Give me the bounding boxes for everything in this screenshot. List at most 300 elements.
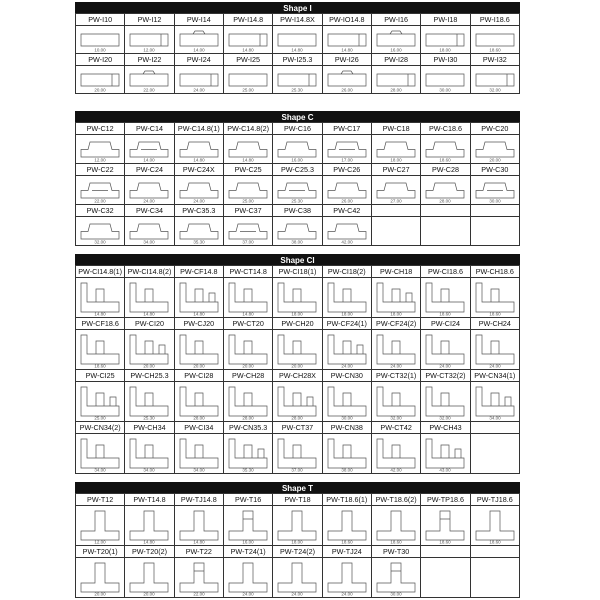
profile-code: PW-T18 [273,494,322,506]
profile-dimension: 18.00 [390,157,402,162]
profile-code: PW-I25.3 [273,54,322,66]
profile-dimension: 24.00 [489,363,501,368]
profile-code: PW-CT20 [223,318,272,330]
profile-cell [223,434,272,474]
profile-drawing [325,27,369,53]
empty-cell [470,434,519,474]
profile-cell [273,434,322,474]
profile-dimension: 37.00 [291,467,304,472]
profile-outline [476,511,514,540]
profile-dimension: 16.00 [390,47,402,52]
profile-code: PW-I24 [174,54,223,66]
profile-outline [278,183,316,198]
profile-code: PW-I30 [421,54,470,66]
profile-dimension: 18.60 [390,539,402,544]
profile-dimension: 20.00 [143,363,156,368]
profile-outline [81,439,119,468]
profile-drawing [78,559,122,597]
profile-cell [223,278,272,318]
profile-code: PW-CT37 [273,422,322,434]
profile-dimension: 22.00 [94,198,106,203]
profile-cell [371,382,420,422]
profile-drawing [423,383,467,421]
profile-drawing [127,177,171,204]
profile-code: PW-T18.6(2) [371,494,420,506]
profile-code: PW-I16 [371,14,420,26]
profile-code: PW-CH20 [273,318,322,330]
profile-cell [371,558,420,598]
profile-code: PW-CI25 [76,370,125,382]
profile-outline [180,511,218,540]
profile-cell [371,176,420,205]
label-row [76,318,520,330]
profile-cell [273,382,322,422]
profile-dimension: 20.00 [193,363,205,368]
empty-cell [371,217,420,246]
profile-outline [81,563,119,592]
profile-drawing [177,383,221,421]
profile-drawing [275,218,319,245]
profile-outline [81,387,119,416]
profile-dimension: 20.00 [94,87,106,92]
profile-dimension: 14.80 [193,157,205,162]
section-shape-c [75,111,520,246]
profile-outline [229,224,267,239]
profile-dimension: 18.60 [489,311,501,316]
profile-cell [371,330,420,370]
profile-cell [76,330,125,370]
profile-dimension: 28.00 [390,87,402,92]
profile-cell [125,330,174,370]
drawing-row [76,434,520,474]
profile-cell [174,558,223,598]
profile-cell [76,434,125,474]
profile-dimension: 24.00 [291,591,304,596]
profile-cell [174,176,223,205]
profile-dimension: 18.00 [291,539,304,544]
profile-outline [229,387,267,416]
profile-cell [125,382,174,422]
profile-code: PW-C26 [322,164,371,176]
profile-outline [328,142,366,157]
profile-dimension: 32.00 [390,415,402,420]
profile-outline [426,183,464,198]
profile-dimension: 30.00 [390,591,402,596]
profile-drawing [127,218,171,245]
profile-dimension: 14.80 [193,311,205,316]
profile-drawing [423,27,467,53]
drawing-row [76,558,520,598]
profile-outline [130,563,168,592]
profile-cell [174,330,223,370]
profile-code: PW-CN38 [322,422,371,434]
empty-cell [421,558,470,598]
profile-dimension: 12.00 [94,157,106,162]
profile-dimension: 25.30 [291,87,304,92]
label-row [76,54,520,66]
profile-drawing [423,435,467,473]
profile-dimension: 20.00 [242,363,254,368]
profile-dimension: 14.00 [143,157,156,162]
profile-outline [278,74,316,86]
profile-outline [476,283,514,312]
profile-code: PW-CI24 [421,318,470,330]
profile-drawing [78,331,122,369]
profile-dimension: 27.00 [390,198,402,203]
profile-code: PW-CH34 [125,422,174,434]
profile-dimension: 12.00 [143,47,156,52]
profile-cell [470,382,519,422]
profile-cell [371,135,420,164]
profile-code: PW-T18.6(1) [322,494,371,506]
profile-code: PW-C35.3 [174,205,223,217]
profile-cell [174,434,223,474]
profile-dimension: 42.00 [341,239,353,244]
profile-drawing [423,67,467,93]
profile-drawing [226,331,270,369]
profile-outline [278,439,316,468]
profile-code: PW-C16 [273,123,322,135]
profile-code: PW-C24X [174,164,223,176]
profile-drawing [226,383,270,421]
profile-code: PW-I32 [470,54,519,66]
profile-code: PW-CH28X [273,370,322,382]
profile-drawing [325,218,369,245]
profile-drawing [177,559,221,597]
profile-dimension: 22.00 [143,87,156,92]
profile-outline [278,335,316,364]
profile-dimension: 25.00 [242,87,254,92]
profile-code: PW-T20(1) [76,546,125,558]
profile-cell [470,330,519,370]
profile-drawing [473,136,517,163]
profile-drawing [423,507,467,545]
profile-drawing [177,27,221,53]
profile-outline [377,335,415,364]
profile-outline [180,74,218,86]
profile-cell [470,278,519,318]
profile-dimension: 32.00 [489,87,501,92]
profile-code: PW-C25 [223,164,272,176]
profile-cell [371,434,420,474]
profile-code: PW-CH28 [223,370,272,382]
profile-code: PW-C38 [273,205,322,217]
profile-drawing [473,279,517,317]
profile-code: PW-CT32(1) [371,370,420,382]
section-title: Shape T [75,482,520,493]
profile-grid [75,122,520,246]
profile-cell [125,26,174,54]
label-row [76,494,520,506]
profile-cell [273,26,322,54]
profile-code: PW-CI18.6 [421,266,470,278]
profile-code: PW-C18.6 [421,123,470,135]
profile-dimension: 18.60 [341,539,353,544]
profile-outline [229,183,267,198]
section-shape-ci [75,254,520,474]
profile-outline [278,511,316,540]
profile-dimension: 28.00 [439,198,452,203]
profile-cell [470,135,519,164]
profile-outline [130,224,168,239]
profile-drawing [78,279,122,317]
profile-drawing [127,279,171,317]
profile-drawing [325,136,369,163]
profile-dimension: 38.00 [341,467,353,472]
profile-code: PW-C17 [322,123,371,135]
profile-drawing [325,383,369,421]
profile-outline [377,387,415,416]
profile-dimension: 20.00 [489,157,501,162]
empty-cell [470,205,519,217]
profile-code: PW-C42 [322,205,371,217]
profile-cell [322,434,371,474]
profile-code: PW-C27 [371,164,420,176]
profile-code: PW-CI18(1) [273,266,322,278]
profile-outline [130,335,168,364]
profile-cell [371,26,420,54]
profile-dimension: 24.00 [143,198,156,203]
profile-dimension: 28.00 [291,415,304,420]
profile-cell [322,558,371,598]
profile-outline [377,511,415,540]
drawing-row [76,135,520,164]
profile-cell [174,506,223,546]
label-row [76,123,520,135]
profile-dimension: 16.00 [291,157,304,162]
profile-outline [130,511,168,540]
profile-outline [180,142,218,157]
profile-drawing [374,27,418,53]
profile-code: PW-I18.6 [470,14,519,26]
profile-cell [421,434,470,474]
profile-drawing [374,177,418,204]
profile-code: PW-C30 [470,164,519,176]
profile-cell [322,330,371,370]
profile-code: PW-T30 [371,546,420,558]
profile-dimension: 18.60 [489,47,501,52]
profile-cell [76,217,125,246]
profile-dimension: 22.00 [193,591,205,596]
profile-cell [273,558,322,598]
profile-outline [81,183,119,198]
profile-code: PW-CN35.3 [223,422,272,434]
profile-dimension: 24.00 [341,363,353,368]
profile-drawing [177,218,221,245]
profile-dimension: 20.00 [143,591,156,596]
profile-outline [130,283,168,312]
profile-dimension: 18.60 [439,157,452,162]
profile-dimension: 18.00 [291,311,304,316]
profile-cell [76,558,125,598]
profile-dimension: 14.80 [291,47,304,52]
profile-outline [180,31,218,46]
profile-dimension: 35.30 [193,239,205,244]
profile-outline [229,142,267,157]
profile-outline [278,387,316,416]
profile-code: PW-CN30 [322,370,371,382]
profile-drawing [127,27,171,53]
profile-outline [476,183,514,198]
profile-dimension: 26.00 [341,87,353,92]
profile-outline [328,439,366,468]
label-row [76,164,520,176]
profile-drawing [226,27,270,53]
profile-code: PW-T20(2) [125,546,174,558]
profile-drawing [275,559,319,597]
profile-code: PW-CH25.3 [125,370,174,382]
profile-dimension: 24.00 [341,591,353,596]
profile-cell [223,506,272,546]
profile-outline [377,439,415,468]
profile-outline [180,335,218,364]
profile-code: PW-C20 [470,123,519,135]
profile-cell [174,66,223,94]
profile-dimension: 14.80 [242,157,254,162]
profile-cell [421,66,470,94]
profile-cell [76,26,125,54]
profile-drawing [473,383,517,421]
profile-cell [322,26,371,54]
profile-dimension: 42.00 [390,467,402,472]
profile-code: PW-I28 [371,54,420,66]
profile-cell [371,278,420,318]
profile-grid [75,265,520,474]
profile-dimension: 37.00 [242,239,254,244]
profile-dimension: 24.00 [390,363,402,368]
profile-grid [75,493,520,598]
profile-dimension: 20.00 [291,363,304,368]
drawing-row [76,66,520,94]
drawing-row [76,506,520,546]
profile-drawing [127,67,171,93]
profile-dimension: 18.60 [439,311,452,316]
profile-outline [180,283,218,312]
profile-cell [273,217,322,246]
empty-cell [470,422,519,434]
profile-drawing [177,136,221,163]
profile-code: PW-CN34(2) [76,422,125,434]
profile-outline [81,34,119,46]
profile-code: PW-CH24 [470,318,519,330]
profile-dimension: 14.80 [242,47,254,52]
profile-dimension: 28.00 [242,415,254,420]
profile-drawing [374,435,418,473]
profile-drawing [226,177,270,204]
drawing-row [76,217,520,246]
empty-cell [421,546,470,558]
profile-code: PW-T16 [223,494,272,506]
profile-dimension: 14.80 [341,47,353,52]
profile-dimension: 26.00 [341,198,353,203]
profile-dimension: 24.00 [193,198,205,203]
profile-cell [223,66,272,94]
profile-cell [322,66,371,94]
profile-dimension: 18.60 [439,539,452,544]
profile-code: PW-I22 [125,54,174,66]
profile-cell [174,26,223,54]
profile-outline [328,71,366,86]
profile-outline [476,74,514,86]
profile-outline [81,511,119,540]
profile-dimension: 30.00 [439,87,452,92]
profile-code: PW-CI14.8(2) [125,266,174,278]
empty-cell [421,217,470,246]
profile-drawing [325,67,369,93]
profile-outline [328,387,366,416]
profile-dimension: 20.00 [94,591,106,596]
profile-cell [470,26,519,54]
profile-drawing [226,507,270,545]
profile-dimension: 34.00 [193,467,205,472]
profile-outline [328,183,366,198]
profile-code: PW-C25.3 [273,164,322,176]
profile-cell [125,176,174,205]
profile-cell [125,558,174,598]
label-row [76,14,520,26]
profile-code: PW-CT32(2) [421,370,470,382]
profile-code: PW-I18 [421,14,470,26]
profile-outline [426,74,464,86]
section-shape-t [75,482,520,598]
profile-code: PW-T24(1) [223,546,272,558]
profile-drawing [423,136,467,163]
profile-cell [371,506,420,546]
profile-outline [229,34,267,46]
drawing-row [76,278,520,318]
profile-dimension: 14.80 [193,539,205,544]
profile-outline [377,74,415,86]
profile-drawing [226,136,270,163]
profile-code: PW-CI28 [174,370,223,382]
profile-cell [174,278,223,318]
profile-cell [125,278,174,318]
profile-outline [229,511,267,540]
profile-dimension: 34.00 [143,239,156,244]
profile-drawing [325,331,369,369]
profile-outline [130,387,168,416]
profile-code: PW-C14.8(1) [174,123,223,135]
profile-outline [278,283,316,312]
profile-dimension: 16.00 [242,539,254,544]
profile-dimension: 43.00 [439,467,452,472]
drawing-row [76,26,520,54]
profile-dimension: 14.80 [94,311,106,316]
profile-outline [278,563,316,592]
profile-cell [76,66,125,94]
profile-drawing [374,136,418,163]
profile-outline [426,283,464,312]
profile-dimension: 12.00 [94,539,106,544]
profile-drawing [275,177,319,204]
profile-cell [76,278,125,318]
profile-drawing [374,67,418,93]
profile-dimension: 35.30 [242,467,254,472]
section-title: Shape C [75,111,520,122]
profile-outline [476,34,514,46]
profile-dimension: 14.80 [242,311,254,316]
profile-outline [180,224,218,239]
profile-code: PW-CT42 [371,422,420,434]
profile-drawing [177,331,221,369]
profile-cell [174,217,223,246]
profile-cell [322,278,371,318]
profile-drawing [275,331,319,369]
profile-cell [273,278,322,318]
profile-drawing [127,331,171,369]
profile-cell [125,434,174,474]
profile-drawing [325,279,369,317]
